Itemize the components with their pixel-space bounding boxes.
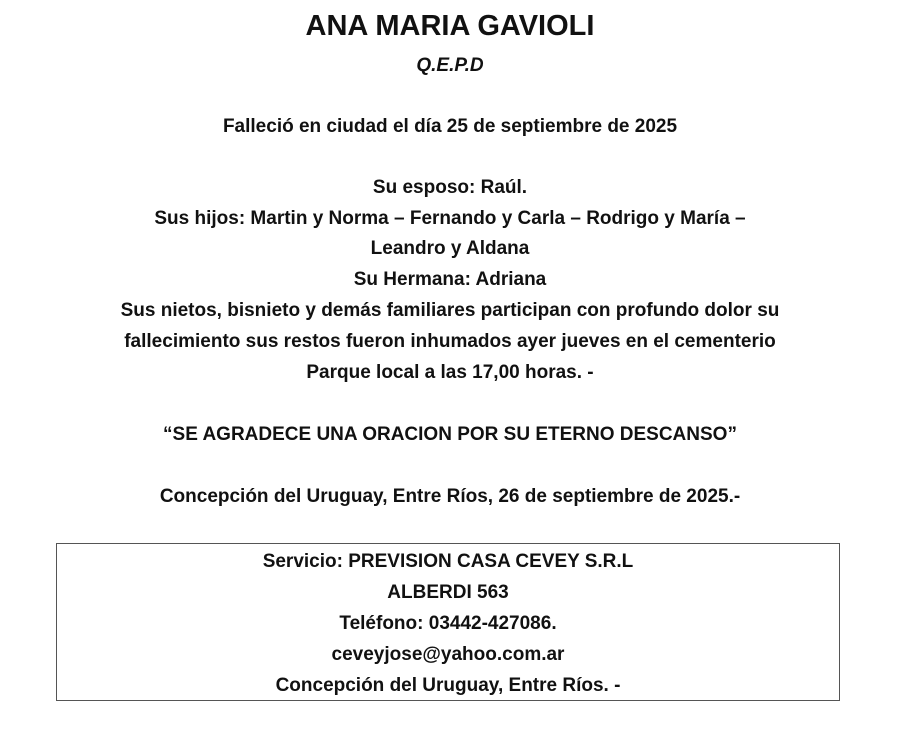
message-line-3: Parque local a las 17,00 horas. - <box>306 362 594 383</box>
message-line-1: Sus nietos, bisnieto y demás familiares participan con profundo dolor su <box>120 300 780 321</box>
qepd-subtitle: Q.E.P.D <box>416 55 484 76</box>
children-line-2: Leandro y Aldana <box>370 238 530 259</box>
message-line-2: fallecimiento sus restos fueron inhumados ayer jueves en el cementerio <box>124 331 776 352</box>
sibling-line: Su Hermana: Adriana <box>353 269 547 290</box>
deceased-name: ANA MARIA GAVIOLI <box>305 10 595 42</box>
service-email: ceveyjose@yahoo.com.ar <box>331 644 565 665</box>
service-name: Servicio: PREVISION CASA CEVEY S.R.L <box>262 551 634 572</box>
funeral-service-box <box>56 543 840 701</box>
prayer-request: “SE AGRADECE UNA ORACION POR SU ETERNO DESCANSO” <box>163 424 737 445</box>
death-date-line: Falleció en ciudad el día 25 de septiembre de 2025 <box>222 116 678 137</box>
service-city: Concepción del Uruguay, Entre Ríos. - <box>275 675 621 696</box>
service-phone: Teléfono: 03442-427086. <box>339 613 557 634</box>
children-line-1: Sus hijos: Martin y Norma – Fernando y Carla – Rodrigo y María – <box>154 208 746 229</box>
service-address: ALBERDI 563 <box>387 582 509 603</box>
spouse-line: Su esposo: Raúl. <box>372 177 528 198</box>
place-date-line: Concepción del Uruguay, Entre Ríos, 26 de septiembre de 2025.- <box>159 486 741 507</box>
